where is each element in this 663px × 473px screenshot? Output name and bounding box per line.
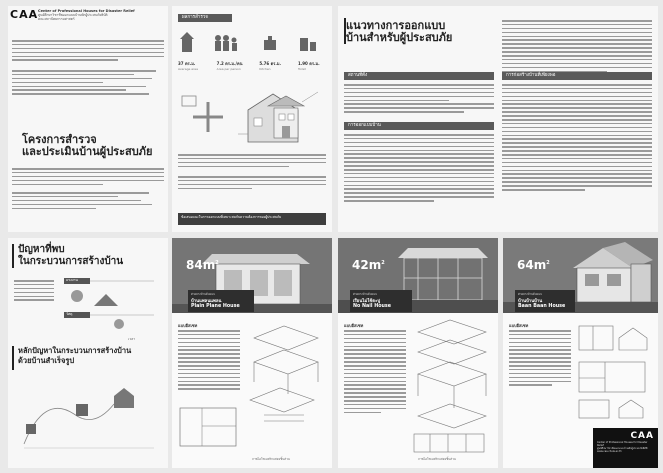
survey-house-diagram (178, 82, 328, 156)
intro-panel (8, 6, 168, 232)
problems-heading-2: ในกระบวนการสร้างบ้าน (18, 256, 124, 267)
caption-plain-plane: ภาพไอโซเมตริกแสดงชิ้นส่วน (252, 457, 290, 461)
survey-text (12, 168, 164, 187)
section-location-tab: สถานที่ตั้ง (344, 72, 494, 80)
stat-average-area: 37 ตร.ม. Average area (178, 61, 198, 71)
solution-heading-1: หลักปัญหาในกระบวนการสร้างบ้าน (18, 346, 132, 355)
intro-text (12, 40, 164, 63)
problem-tag-time: เวลา (128, 337, 136, 341)
location-text (344, 84, 494, 115)
org-name-th: ศูนย์ศึกษาวิชาชีพออกแบบบ้านพักผู้ประสบภัยพิบัติ (38, 13, 108, 17)
construction-text (502, 84, 652, 193)
approach-heading-1: แนวทางการออกแบบ (346, 19, 446, 32)
drawings-title-no-nail: แบบอีสเซท (344, 323, 364, 328)
approach-heading-2: บ้านสำหรับผู้ประสบภัย (346, 31, 453, 44)
approach-right-text (502, 20, 652, 74)
house-text-no-nail (344, 330, 406, 416)
problem-tag-labor: แรงงาน (66, 278, 78, 282)
stats-text-2 (178, 176, 326, 192)
problems-panel (8, 238, 168, 468)
house-area-plain-plane: $84m^2$ (186, 258, 219, 272)
house-card-no-nail (338, 238, 498, 468)
drawings-title-plain-plane: แบบอีสเซท (178, 323, 198, 328)
house-text-plain-plane (178, 330, 240, 392)
org-sub-th: คณะสถาปัตยกรรมศาสตร์ (38, 17, 75, 21)
footer-line-3: www.caa.chula.ac.th (597, 450, 622, 453)
solution-diagram (14, 374, 164, 458)
house-area-baan-baan: $64m^2$ (517, 258, 550, 272)
house-text-baan-baan (509, 330, 571, 388)
org-logo: CAA (10, 8, 39, 21)
isometric-no-nail (410, 318, 494, 462)
org-name-en: Center of Professional Houses for Disaster Relief (38, 9, 135, 13)
footer-logo: CAA (630, 431, 654, 441)
house-label-baan-baan: ตัวอย่างบ้านต้นแบบ บ้านบ้านบ้าน Baan Baan House (515, 290, 575, 312)
design-text (344, 134, 494, 204)
problems-heading-1: ปัญหาที่พบ (18, 244, 65, 255)
section-design-tab: การออกแบบบ้าน (344, 122, 494, 130)
stats-tab: ผลการสำรวจ (178, 14, 232, 22)
footer-block (593, 428, 658, 468)
survey-heading-1: โครงการสำรวจ (22, 133, 97, 146)
floorplan-plain-plane (178, 406, 240, 454)
stats-panel (172, 6, 332, 232)
plans-baan-baan (575, 322, 655, 426)
footer-line-2: ศูนย์ศึกษาวิชาชีพออกแบบบ้านพักผู้ประสบภัยพิบัติ (597, 447, 648, 450)
section-construction-tab: การก่อสร้างบ้านที่เพียงพอ (502, 72, 652, 80)
survey-bullets (12, 192, 164, 211)
house-card-plain-plane (172, 238, 332, 468)
isometric-plain-plane (244, 320, 328, 434)
people-icon-group (178, 28, 328, 58)
stat-toilet: 1.90 ตร.ม. Toilet (297, 61, 320, 71)
stats-note: ข้อเสนอแนะในการออกแบบที่เหมาะสมกับความต้องการของผู้ประสบภัย (178, 213, 326, 225)
caption-no-nail: ภาพไอโซเมตริกแสดงชิ้นส่วน (418, 457, 456, 461)
drawings-title-baan-baan: แบบอีสเซท (509, 323, 529, 328)
stat-area-per-person: 7.2 ตร.ม./คน Area per person (216, 61, 243, 71)
problems-text-left (14, 280, 54, 303)
house-area-no-nail: $42m^2$ (352, 258, 385, 272)
footer-line-1: Center of Professional Houses for Disaster Relief (597, 441, 648, 447)
house-label-no-nail: ตัวอย่างบ้านต้นแบบ เรือนไม่ใช้ตะปู No Nail House (350, 290, 412, 312)
house-label-plain-plane: ตัวอย่างบ้านต้นแบบ บ้านแพลนแพลน Plain Plane House (188, 290, 254, 312)
stats-icons (178, 28, 328, 58)
intro-bullets (12, 70, 164, 97)
solution-heading-2: ด้วยบ้านสำเร็จรูป (18, 356, 75, 365)
stats-text (178, 154, 326, 170)
house-card-baan-baan (503, 238, 658, 468)
stat-kitchen: 5.76 ตร.ม. Kitchen (259, 61, 281, 71)
approach-panel (338, 6, 658, 232)
survey-heading-2: และประเมินบ้านผู้ประสบภัย (22, 145, 153, 158)
problem-tag-material: วัสดุ (66, 312, 73, 316)
